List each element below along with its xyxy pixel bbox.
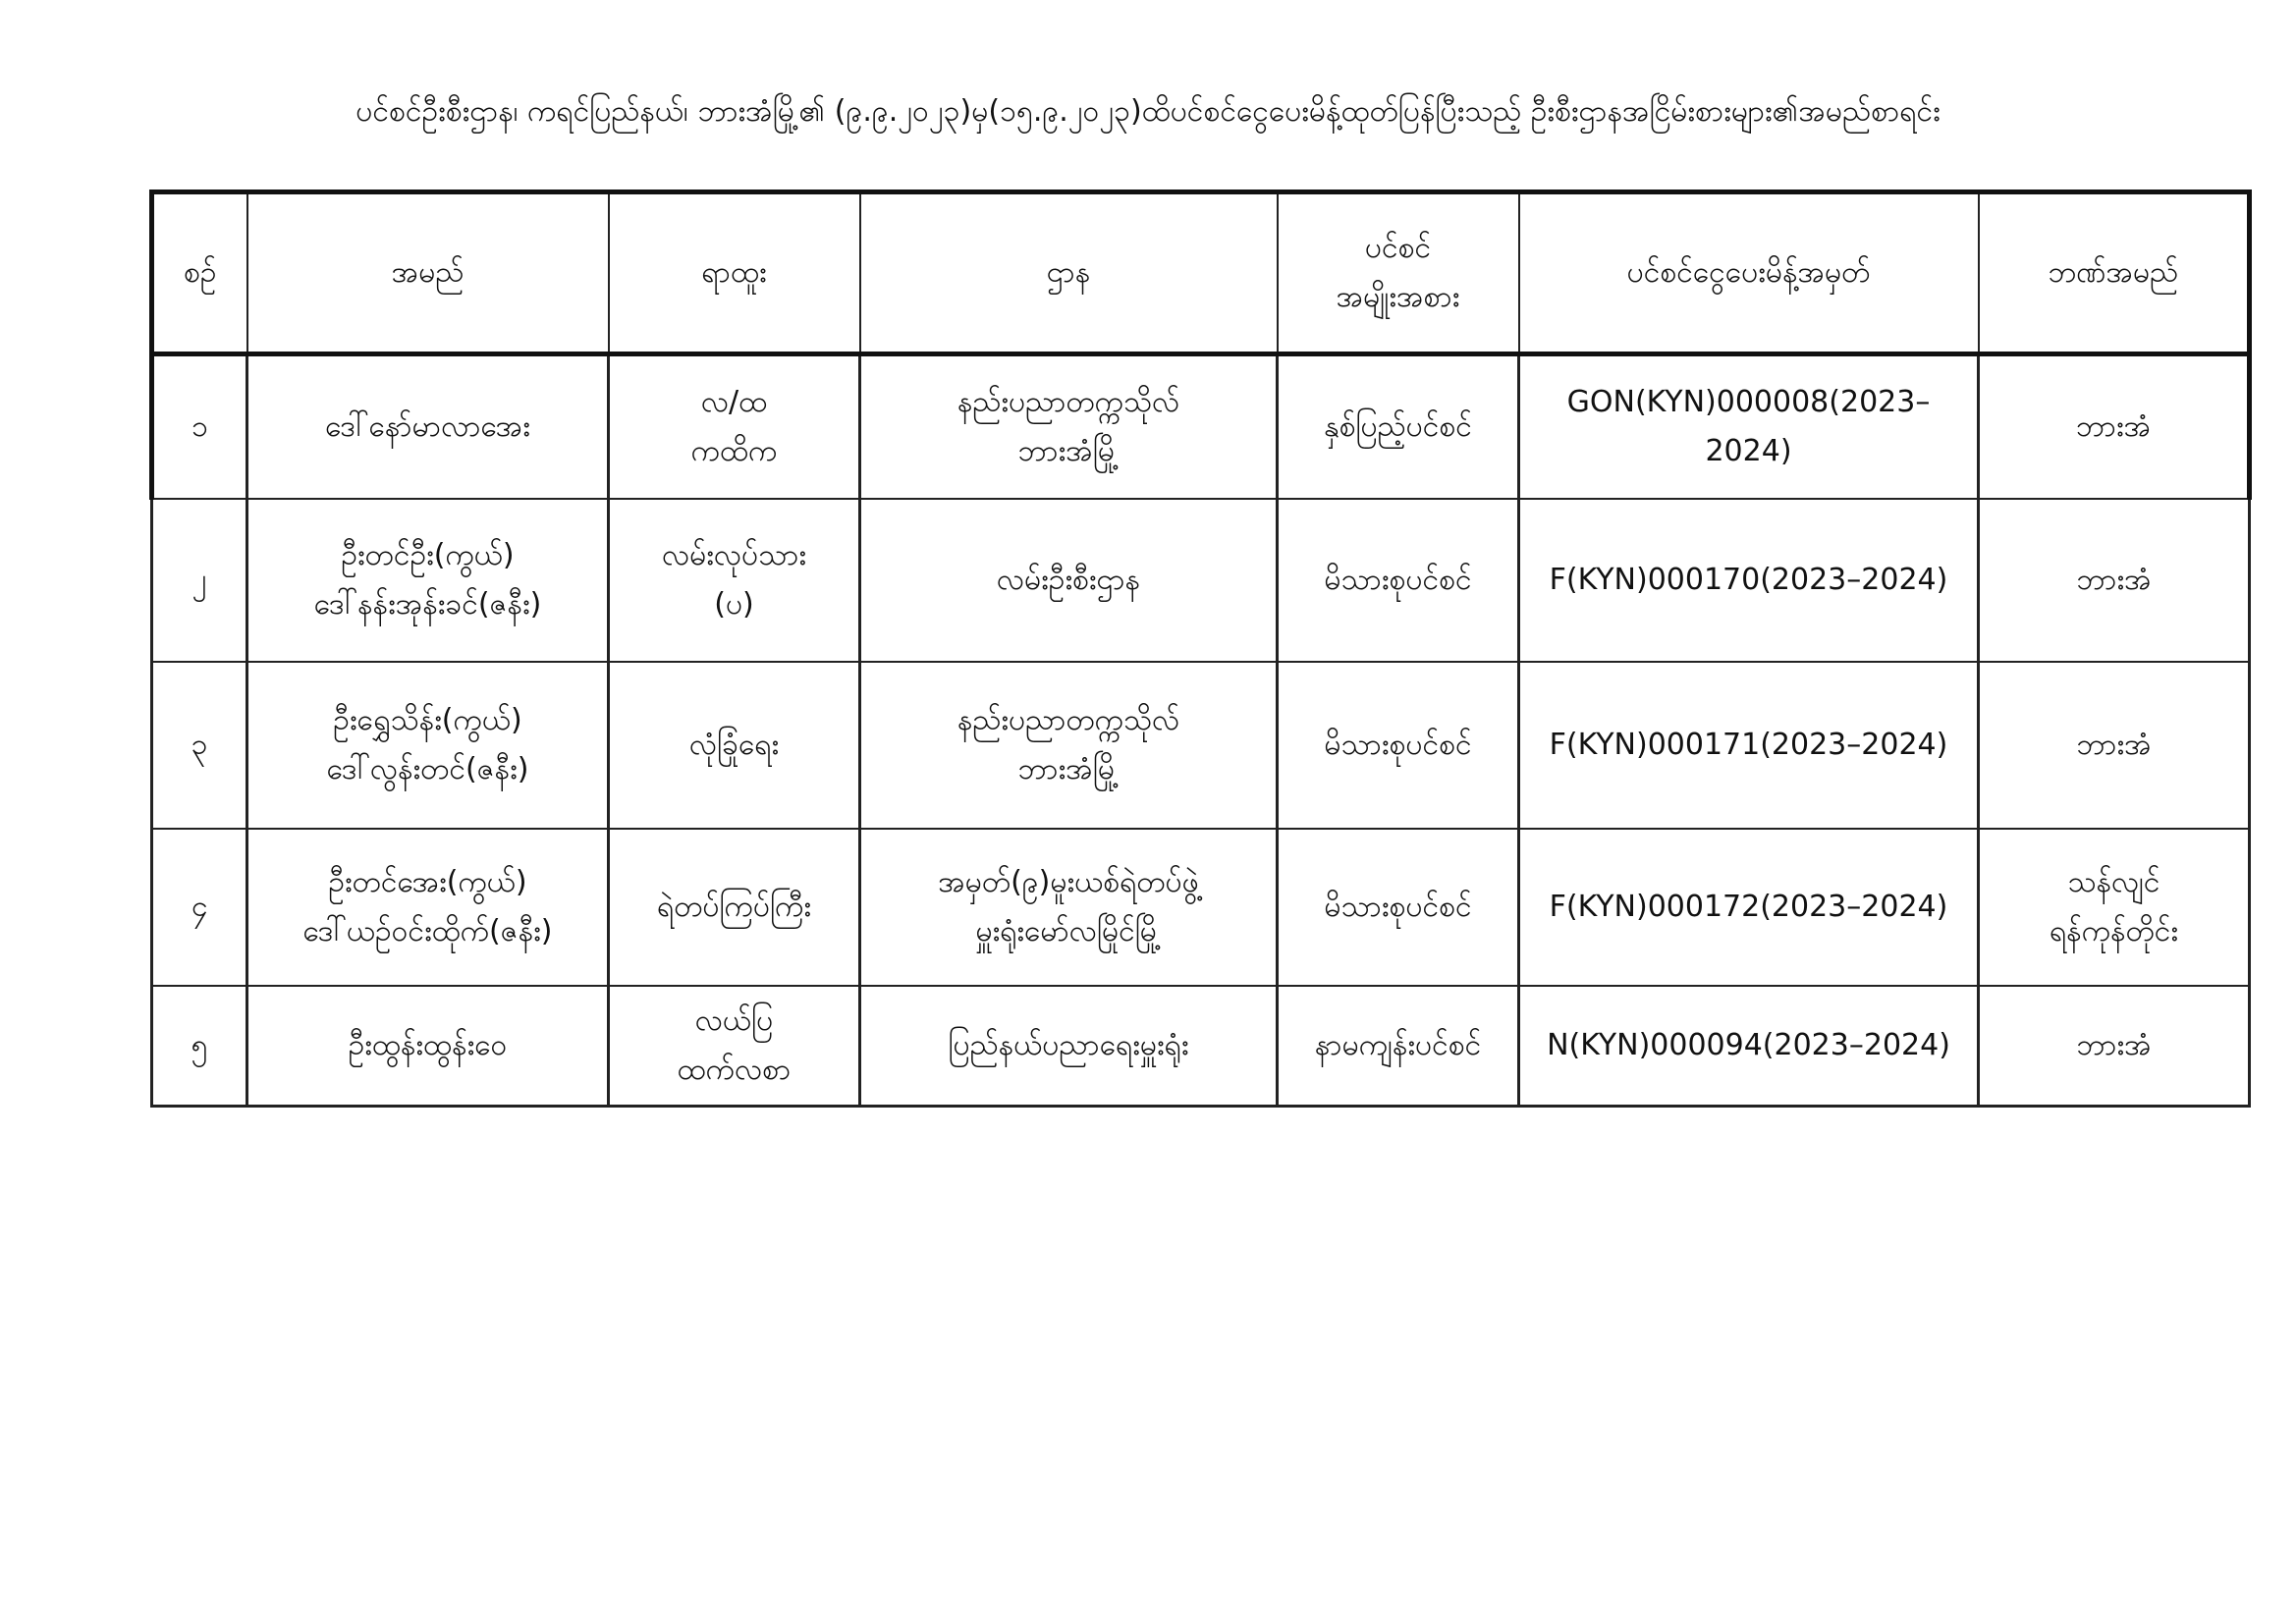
cell-line: ဘားအံ bbox=[2075, 409, 2152, 444]
cell-bank-name bbox=[1979, 354, 2250, 500]
cell-line: ဦးတင်ဦး(ကွယ်) bbox=[341, 538, 515, 572]
table-row bbox=[152, 829, 2250, 986]
cell-line: သန်လျင် bbox=[2067, 865, 2160, 899]
table-header-row bbox=[152, 192, 2250, 354]
cell-name bbox=[247, 986, 609, 1107]
table-row bbox=[152, 354, 2250, 500]
cell-line: နည်းပညာတက္ကသိုလ် bbox=[957, 385, 1180, 419]
cell-rank bbox=[609, 354, 860, 500]
cell-pension-type: မိသားစုပင်စင် bbox=[1278, 829, 1519, 986]
cell-line: ရန်ကုန်တိုင်း bbox=[2049, 914, 2179, 948]
cell-no: ၅ bbox=[152, 986, 247, 1107]
header-no: စဉ် bbox=[152, 192, 247, 354]
cell-bank-name bbox=[1979, 829, 2250, 986]
cell-no: ၁ bbox=[152, 354, 247, 500]
cell-line: လမ်းလုပ်သား bbox=[661, 538, 807, 572]
cell-line: ဒေါ်နော်မာလာအေး bbox=[325, 409, 530, 444]
cell-bank-name bbox=[1979, 662, 2250, 829]
cell-rank bbox=[609, 829, 860, 986]
header-pension-type-line: အမျိုးအစား bbox=[1336, 280, 1460, 314]
header-name: အမည် bbox=[247, 192, 609, 354]
cell-line: လမ်းဦးစီးဌာန bbox=[996, 563, 1141, 597]
cell-department bbox=[860, 986, 1278, 1107]
cell-line: မှူးရုံးမော်လမြိုင်မြို့ bbox=[975, 914, 1162, 948]
cell-line: ဘားအံ bbox=[2076, 1028, 2152, 1062]
cell-line: ပြည်နယ်ပညာရေးမှူးရုံး bbox=[948, 1028, 1189, 1062]
cell-line: ဒေါ်ယဉ်ဝင်းထိုက်(ဇနီး) bbox=[302, 914, 553, 948]
table-row bbox=[152, 499, 2250, 662]
header-rank: ရာထူး bbox=[609, 192, 860, 354]
cell-line: ဦးရွှေသိန်း(ကွယ်) bbox=[333, 703, 522, 737]
cell-line: ဘားအံမြို့ bbox=[1017, 434, 1120, 468]
cell-bank-name bbox=[1979, 499, 2250, 662]
header-pension-order-no: ပင်စင်ငွေပေးမိန့်အမှတ် bbox=[1519, 192, 1979, 354]
cell-rank bbox=[609, 986, 860, 1107]
cell-line: လုံခြုံရေး bbox=[688, 728, 780, 762]
cell-line: ဘားအံ bbox=[2076, 563, 2152, 597]
header-pension-type-line: ပင်စင် bbox=[1364, 231, 1432, 265]
cell-line: နည်းပညာတက္ကသိုလ် bbox=[957, 703, 1180, 737]
cell-department bbox=[860, 662, 1278, 829]
cell-line: ကထိက bbox=[690, 434, 778, 468]
cell-line: ဦးထွန်းထွန်းဝေ bbox=[348, 1028, 508, 1062]
cell-line: (ပ) bbox=[714, 587, 754, 622]
header-bank-name: ဘဏ်အမည် bbox=[1979, 192, 2250, 354]
cell-name bbox=[247, 829, 609, 986]
cell-line: ထက်လစာ bbox=[677, 1053, 792, 1087]
cell-name bbox=[247, 662, 609, 829]
cell-line: အမှတ်(၉)မူးယစ်ရဲတပ်ဖွဲ့ bbox=[938, 865, 1199, 899]
cell-pension-type: မိသားစုပင်စင် bbox=[1278, 499, 1519, 662]
cell-pension-order-no: F(KYN)000172(2023–2024) bbox=[1519, 829, 1979, 986]
header-pension-type bbox=[1278, 192, 1519, 354]
table-row bbox=[152, 662, 2250, 829]
cell-no: ၂ bbox=[152, 499, 247, 662]
cell-department bbox=[860, 499, 1278, 662]
cell-line: ဘားအံ bbox=[2076, 728, 2152, 762]
cell-name bbox=[247, 354, 609, 500]
cell-no: ၄ bbox=[152, 829, 247, 986]
cell-pension-order-no: F(KYN)000170(2023–2024) bbox=[1519, 499, 1979, 662]
cell-line: လယ်ပြ bbox=[694, 1003, 774, 1038]
document-title: ပင်စင်ဦးစီးဌာန၊ ကရင်ပြည်နယ်၊ ဘားအံမြို့၏ (၉.၉.၂၀၂၃)မှ(၁၅.၉.၂၀၂၃)ထိပင်စင်ငွေပေးမိန့်ထုတ်ပြန်ပြီးသည့် ဦးစီးဌာနအငြိမ်းစားများ၏အမည်စာရင်း bbox=[355, 94, 1941, 129]
cell-line: ဒေါ်လွန်းတင်(ဇနီး) bbox=[326, 752, 529, 786]
cell-line: ဒေါ်နန်းအုန်းခင်(ဇနီး) bbox=[313, 587, 542, 622]
cell-department bbox=[860, 829, 1278, 986]
cell-pension-order-no: GON(KYN)000008(2023–2024) bbox=[1519, 354, 1979, 500]
cell-pension-order-no: F(KYN)000171(2023–2024) bbox=[1519, 662, 1979, 829]
table-row bbox=[152, 986, 2250, 1107]
pension-roster-table bbox=[149, 189, 2252, 1108]
cell-line: ရဲတပ်ကြပ်ကြီး bbox=[656, 890, 812, 924]
cell-rank bbox=[609, 662, 860, 829]
header-department: ဌာန bbox=[860, 192, 1278, 354]
cell-line: ဘားအံမြို့ bbox=[1017, 752, 1120, 786]
cell-bank-name bbox=[1979, 986, 2250, 1107]
cell-pension-type: နှစ်ပြည့်ပင်စင် bbox=[1278, 354, 1519, 500]
cell-pension-order-no: N(KYN)000094(2023–2024) bbox=[1519, 986, 1979, 1107]
cell-rank bbox=[609, 499, 860, 662]
cell-line: လ/ထ bbox=[700, 385, 768, 419]
cell-name bbox=[247, 499, 609, 662]
cell-pension-type: မိသားစုပင်စင် bbox=[1278, 662, 1519, 829]
cell-department bbox=[860, 354, 1278, 500]
cell-line: ဦးတင်အေး(ကွယ်) bbox=[328, 865, 527, 899]
cell-pension-type: နာမကျန်းပင်စင် bbox=[1278, 986, 1519, 1107]
cell-no: ၃ bbox=[152, 662, 247, 829]
